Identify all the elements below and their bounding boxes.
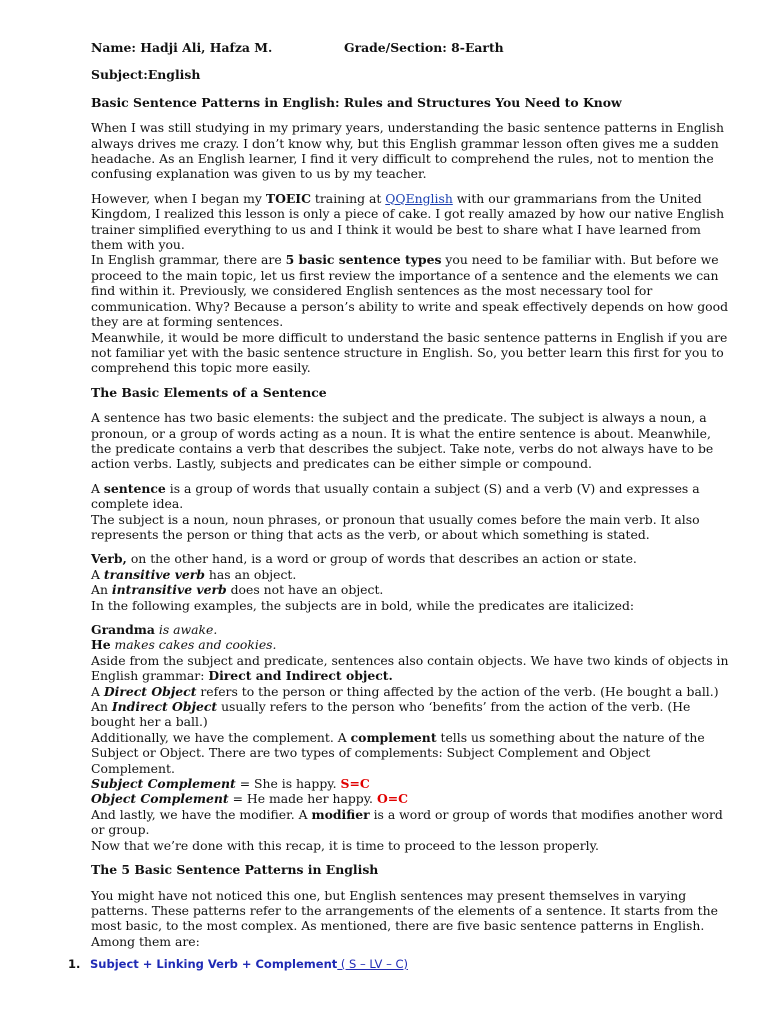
verb-definition	[91, 551, 731, 566]
text-run: refers to the person or thing affected by the action of the verb. (He bought a ball.)	[196, 683, 719, 699]
text-run: usually refers to the person who ‘benefits’ from the action of the verb. (He bought her a ball.)	[91, 699, 691, 730]
example-subject: Grandma	[91, 622, 155, 637]
pattern-abbreviation: ( S – LV – C)	[337, 957, 408, 971]
text-run: on the other hand, is a word or group of words that describes an action or state.	[126, 551, 637, 567]
pattern-list	[68, 957, 408, 972]
example-2	[91, 637, 731, 652]
grade-section: Grade/Section: 8-Earth	[344, 40, 504, 55]
text-run: has an object.	[204, 566, 297, 582]
document-title: Basic Sentence Patterns in English: Rules and Structures You Need to Know	[91, 94, 622, 110]
example-1	[91, 622, 731, 637]
examples-intro: In the following examples, the subjects are in bold, while the predicates are italicized:	[91, 597, 635, 613]
intro-paragraph-4: Meanwhile, it would be more difficult to understand the basic sentence patterns in English if you are not familiar yet with the basic sentence structure in English. So, you better learn this first for you to comprehend this topic more easily.	[91, 329, 728, 376]
complement-bold: complement	[350, 729, 437, 745]
section-heading-five-patterns: The 5 Basic Sentence Patterns in English	[91, 862, 379, 878]
text-run: In English grammar, there are	[91, 252, 286, 268]
modifier-bold: modifier	[311, 806, 370, 822]
toeic-bold: TOEIC	[265, 190, 311, 206]
indirect-object-term: Indirect Object	[111, 699, 218, 715]
modifier-paragraph	[91, 807, 731, 838]
example-predicate: is awake.	[154, 622, 218, 637]
intro-paragraph-2	[91, 191, 731, 253]
example-predicate: makes cakes and cookies.	[110, 637, 277, 653]
pattern-label: Subject + Linking Verb + Complement	[90, 957, 338, 971]
text-run: you need to be familiar with. But before we proceed to the main topic, let us first review the importance of a sentence and the elements we can find within it. Previously, we considered English sentences as the most necessary tool for communication. Why? Because a person’s ability to write and speak effectively depends on how good they are at forming sentences.	[91, 252, 729, 330]
sentence-definition	[91, 481, 731, 512]
subject-line: Subject:English	[91, 67, 201, 83]
text-run: with our grammarians from the United Kingdom, I realized this lesson is only a piece of cake. I got really amazed by how our native English trainer simplified everything to us and I think it would be best to share what I have learned from them with you.	[91, 190, 725, 253]
sentence-types-bold: 5 basic sentence types	[285, 252, 442, 268]
text-run: Additionally, we have the complement. A	[91, 729, 351, 745]
transitive-verb-term: transitive verb	[103, 566, 205, 582]
intransitive-verb-line	[91, 582, 731, 597]
example-subject: He	[91, 637, 111, 653]
patterns-paragraph: You might have not noticed this one, but English sentences may present themselves in varying patterns. These patterns refer to the arrangements of the elements of a sentence. It starts from the most basic, to the most complex. As mentioned, there are five basic sentence patterns in English. Among them are:	[91, 887, 718, 949]
text-run: A	[91, 683, 104, 699]
section-heading-basic-elements: The Basic Elements of a Sentence	[91, 384, 327, 400]
text-run: = He made her happy.	[228, 791, 377, 807]
objects-paragraph	[91, 653, 731, 684]
intro-paragraph-1: When I was still studying in my primary years, understanding the basic sentence patterns in English always drives me crazy. I don’t know why, but this English grammar lesson often gives me a sudden headache. As an English learner, I find it very difficult to comprehend the rules, not to mention the confusing explanation was given to us by my teacher.	[91, 120, 725, 182]
text-run: Aside from the subject and predicate, sentences also contain objects. We have two kinds of objects in English grammar:	[91, 652, 729, 684]
intransitive-verb-term: intransitive verb	[111, 582, 227, 598]
recap-line: Now that we’re done with this recap, it is time to proceed to the lesson properly.	[91, 837, 599, 853]
text-run: = She is happy.	[235, 776, 341, 792]
complement-paragraph	[91, 730, 731, 776]
text-run: does not have an object.	[226, 582, 384, 598]
text-run: An	[91, 699, 112, 715]
transitive-verb-line	[91, 567, 731, 582]
text-run: However, when I began my	[91, 190, 266, 206]
sentence-bold: sentence	[103, 480, 166, 496]
text-run: is a group of words that usually contain a subject (S) and a verb (V) and expresses a complete idea.	[91, 480, 700, 512]
object-complement-term: Object Complement	[91, 791, 229, 807]
objects-bold: Direct and Indirect object.	[208, 668, 393, 684]
object-complement-line	[91, 791, 731, 806]
subject-complement-term: Subject Complement	[91, 776, 236, 792]
text-run: An	[91, 582, 112, 598]
text-run: is a word or group of words that modifies another word or group.	[91, 806, 723, 838]
text-run: A	[91, 480, 104, 496]
student-header	[91, 40, 731, 55]
elements-paragraph: A sentence has two basic elements: the subject and the predicate. The subject is always a noun, a pronoun, or a group of words acting as a noun. It is what the entire sentence is about. Meanwhile, the predicate contains a verb that describes the subject. Take note, verbs do not always have to be action verbs. Lastly, subjects and predicates can be either simple or compound.	[91, 410, 714, 472]
direct-object-line	[91, 684, 731, 699]
text-run: And lastly, we have the modifier. A	[91, 806, 312, 822]
subject-definition: The subject is a noun, noun phrases, or pronoun that usually comes before the main verb. It also represents the person or thing that acts as the verb, or about which something is stated.	[91, 511, 700, 542]
student-name: Name: Hadji Ali, Hafza M.	[91, 40, 273, 55]
indirect-object-line	[91, 699, 731, 730]
subject-complement-formula: S=C	[340, 776, 370, 792]
text-run: A	[91, 566, 104, 582]
intro-paragraph-3	[91, 252, 731, 329]
subject-complement-line	[91, 776, 731, 791]
text-run: tells us something about the nature of the Subject or Object. There are two types of complements: Subject Complement and Object Complement.	[91, 729, 705, 776]
direct-object-term: Direct Object	[103, 683, 197, 699]
object-complement-formula: O=C	[376, 791, 408, 807]
list-number: 1.	[68, 957, 81, 971]
text-run: training at	[310, 190, 386, 206]
qqenglish-link[interactable]: QQEnglish	[385, 190, 453, 206]
document-body	[91, 40, 731, 958]
verb-bold: Verb,	[91, 551, 127, 567]
